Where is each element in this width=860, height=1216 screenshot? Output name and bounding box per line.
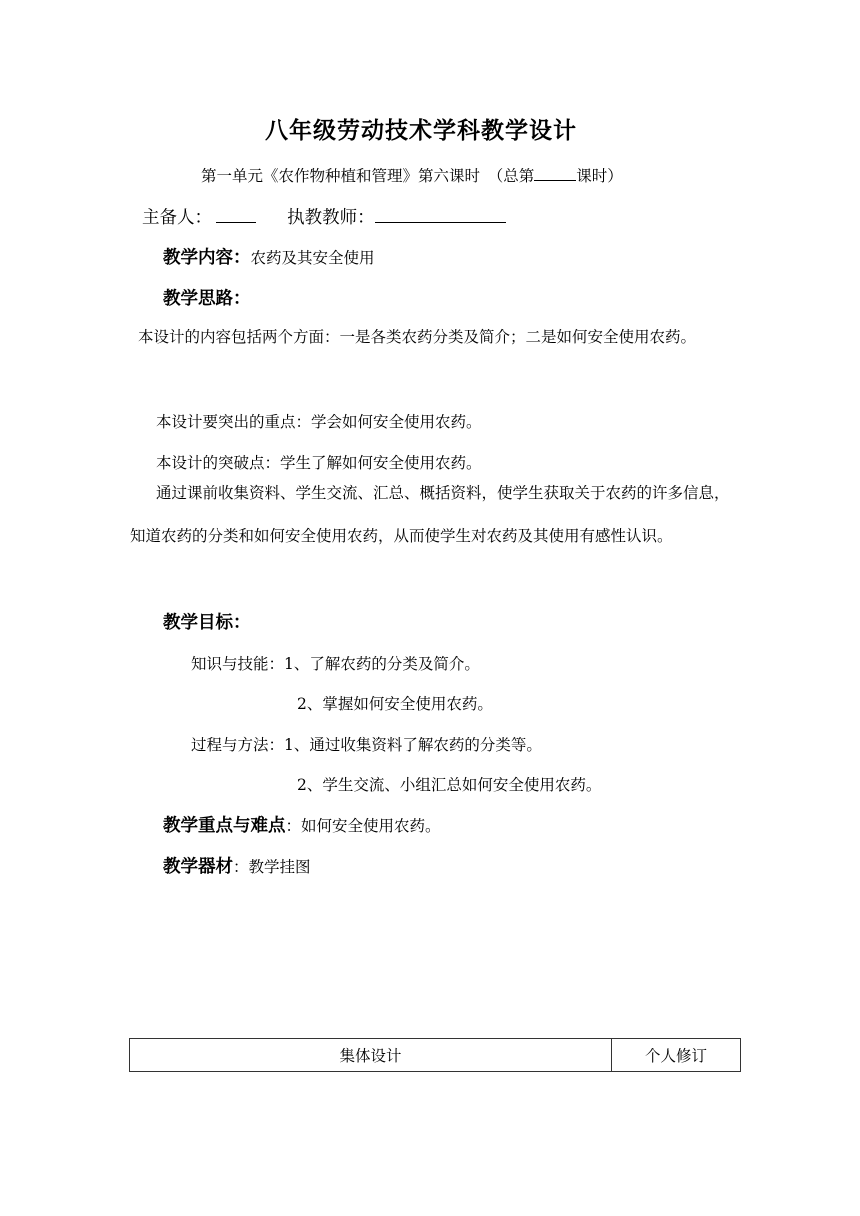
key-points-label: 教学重点与难点 bbox=[163, 816, 286, 836]
collective-design-header: 集体设计 bbox=[130, 1039, 612, 1072]
design-table bbox=[129, 1038, 741, 1072]
materials-row bbox=[163, 853, 311, 878]
approach-paragraph-3: 本设计的突破点：学生了解如何安全使用农药。 bbox=[156, 454, 482, 472]
approach-paragraph-4: 通过课前收集资料、学生交流、汇总、概括资料，使学生获取关于农药的许多信息，知道农药的分类和如何安全使用农药，从而使学生对农药及其使用有感性认识。 bbox=[130, 484, 730, 545]
materials-label: 教学器材 bbox=[163, 857, 233, 877]
content-value: 农药及其安全使用 bbox=[250, 249, 375, 267]
subtitle-prefix: 第一单元《农作物种植和管理》第六课时 （总第 bbox=[201, 167, 535, 185]
goals-label: 教学目标： bbox=[163, 613, 251, 633]
knowledge-label: 知识与技能： bbox=[191, 655, 285, 673]
materials-value: ：教学挂图 bbox=[233, 858, 311, 876]
subtitle-suffix: 课时） bbox=[576, 167, 623, 185]
key-points-value: ：如何安全使用农药。 bbox=[285, 817, 441, 835]
knowledge-item-1: 1、了解农药的分类及简介。 bbox=[284, 655, 480, 673]
process-item-2: 2、学生交流、小组汇总如何安全使用农药。 bbox=[297, 776, 602, 794]
process-goal-1 bbox=[191, 733, 542, 755]
knowledge-goal-1 bbox=[191, 652, 480, 674]
total-lesson-blank[interactable] bbox=[534, 166, 576, 181]
table-header-row bbox=[130, 1039, 741, 1072]
teacher-label: 执教教师： bbox=[287, 208, 375, 228]
content-row bbox=[163, 244, 375, 269]
process-label: 过程与方法： bbox=[191, 736, 285, 754]
teacher-blank[interactable] bbox=[375, 208, 506, 223]
personal-revision-header: 个人修订 bbox=[612, 1039, 741, 1072]
knowledge-item-2: 2、掌握如何安全使用农药。 bbox=[297, 695, 493, 713]
lead-preparer-label: 主备人： bbox=[142, 208, 212, 228]
approach-label: 教学思路： bbox=[163, 289, 251, 309]
page-title: 八年级劳动技术学科教学设计 bbox=[265, 118, 577, 144]
subtitle bbox=[201, 164, 623, 186]
approach-paragraph-2: 本设计要突出的重点：学会如何安全使用农药。 bbox=[156, 413, 482, 431]
approach-paragraph-1: 本设计的内容包括两个方面：一是各类农药分类及简介；二是如何安全使用农药。 bbox=[138, 328, 697, 346]
preparers-row bbox=[142, 204, 506, 229]
lead-preparer-blank[interactable] bbox=[216, 208, 256, 223]
process-item-1: 1、通过收集资料了解农药的分类等。 bbox=[284, 736, 542, 754]
content-label: 教学内容： bbox=[163, 248, 251, 268]
key-points-row bbox=[163, 812, 441, 837]
